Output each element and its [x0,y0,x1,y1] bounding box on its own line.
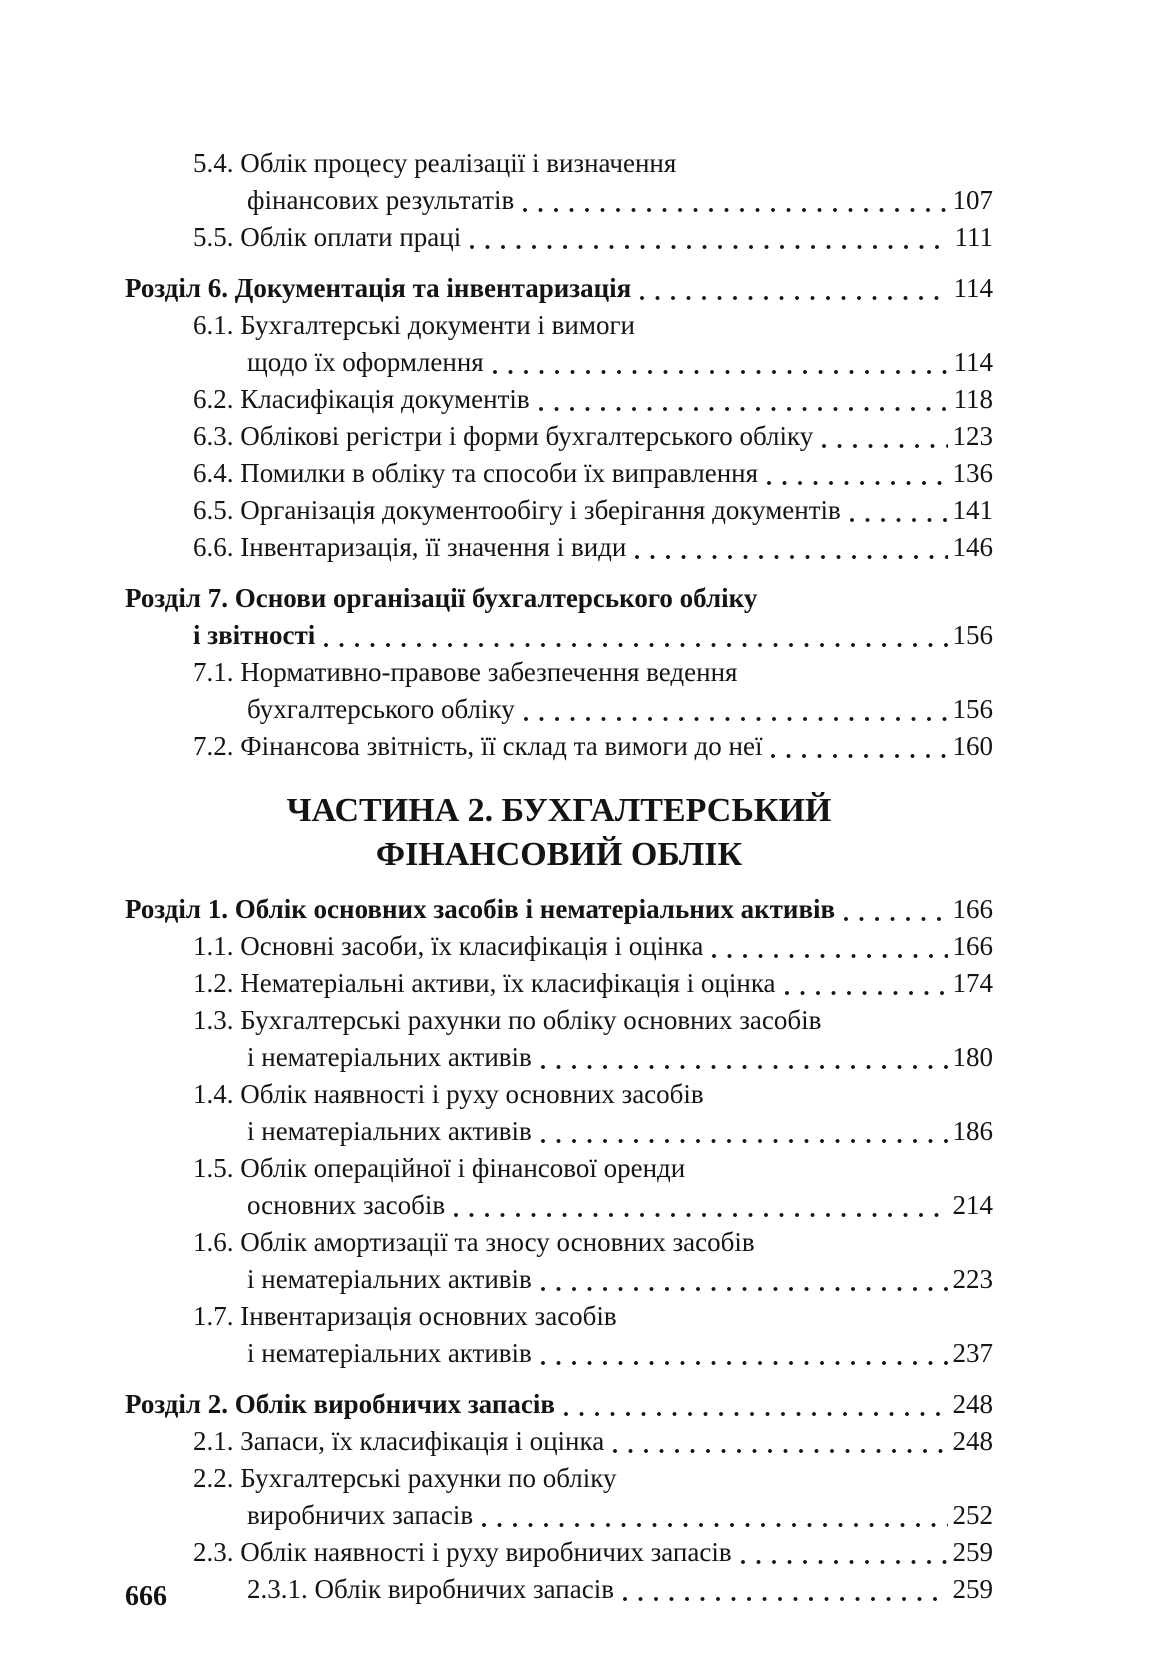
toc-entry [125,1002,993,1076]
dot-leader [778,965,951,1002]
toc-entry-line [125,1335,993,1372]
toc-page-number: 180 [952,1042,993,1072]
toc-page-number: 141 [952,495,993,525]
toc-entry [125,418,993,455]
dot-leader [486,344,952,381]
toc-entry-line [125,1497,993,1534]
toc-entry-line [125,145,993,182]
toc-entry-text: 6.5. Організація документообігу і зберігання документів [193,495,841,525]
toc-entry-line [125,1571,993,1608]
toc-page-number: 223 [952,1264,993,1294]
toc-entry-line [125,1150,993,1187]
toc-entry-text: 7.2. Фінансова звітність, її склад та вимоги до неї [193,731,763,761]
toc-entry [125,1224,993,1298]
toc-entry-text: 2.1. Запаси, їх класифікація і оцінка [193,1426,605,1456]
toc-page-number: 156 [952,694,993,724]
toc-entry-text: 2.2. Бухгалтерські рахунки по обліку [193,1463,617,1493]
part-heading-line [125,833,993,877]
toc-entry-text: Розділ 7. Основи організації бухгалтерського обліку [125,583,758,613]
dot-leader [447,1187,950,1224]
toc-entry-text: і нематеріальних активів [247,1116,532,1146]
toc-entry-text: фінансових результатів [247,185,515,215]
toc-entry-text: і нематеріальних активів [247,1042,532,1072]
toc-entry [125,1571,993,1608]
toc-entry-text: 1.7. Інвентаризація основних засобів [193,1301,617,1331]
toc-page-number: 214 [952,1190,993,1220]
toc-entry [125,1076,993,1150]
toc-entry [125,891,993,928]
dot-leader [764,728,950,765]
toc-entry-line [125,1460,993,1497]
toc-entry-text: виробничих запасів [247,1500,474,1530]
toc-entry-line [125,891,993,928]
toc-entry [125,580,993,654]
toc-page-number: 166 [952,894,993,924]
dot-leader [843,492,951,529]
toc-entry-text: щодо їх оформлення [247,347,484,377]
toc-entry-line [125,270,993,307]
toc-entry-line [125,1113,993,1150]
toc-page-number: 174 [952,968,993,998]
toc-entry-line [125,1187,993,1224]
toc-entry-line [125,580,993,617]
toc-entry [125,965,993,1002]
toc-entry-line [125,455,993,492]
toc-entry-line [125,307,993,344]
dot-leader [606,1423,950,1460]
toc-entry-line [125,617,993,654]
toc-entry-text: і нематеріальних активів [247,1338,532,1368]
toc-page-number: 156 [952,620,993,650]
toc-entry-text: основних засобів [247,1190,446,1220]
dot-leader [760,455,950,492]
dot-leader [516,182,950,219]
part-heading-text: ЧАСТИНА 2. БУХГАЛТЕРСЬКИЙ [286,792,832,829]
toc-entry [125,492,993,529]
toc-entry-text: 6.1. Бухгалтерські документи і вимоги [193,310,635,340]
toc-entry-text: 1.2. Нематеріальні активи, їх класифікація і оцінка [193,968,776,998]
toc-entry-text: 1.5. Облік операційної і фінансової оренди [193,1153,686,1183]
toc-page-number: 166 [952,931,993,961]
toc-entry-text: Розділ 1. Облік основних засобів і нематеріальних активів [125,894,836,924]
toc-entry-text: 6.2. Класифікація документів [193,384,530,414]
toc-entry [125,455,993,492]
toc-page-number: 111 [954,222,993,252]
part-heading-text: ФІНАНСОВИЙ ОБЛІК [375,836,743,873]
toc-entry-line [125,654,993,691]
toc-entry-line [125,1423,993,1460]
toc-entry [125,529,993,566]
toc-entry [125,1150,993,1224]
part-heading [125,789,993,877]
folio-page-number: 666 [125,1581,167,1612]
toc-entry-line [125,182,993,219]
toc-entry-line [125,1002,993,1039]
toc-page-number: 237 [952,1338,993,1368]
toc-entry-line [125,492,993,529]
toc-entry-text: 1.1. Основні засоби, їх класифікація і оцінка [193,931,704,961]
toc-entry-line [125,1298,993,1335]
toc-page-number: 252 [952,1500,993,1530]
toc-entry [125,1423,993,1460]
toc-entry-text: 5.4. Облік процесу реалізації і визначення [193,148,677,178]
toc-page-number: 248 [952,1389,993,1419]
toc-entry [125,307,993,381]
dot-leader [734,1534,951,1571]
dot-leader [633,270,951,307]
toc-entry-line [125,1039,993,1076]
toc-entry-line [125,691,993,728]
toc-page-number: 136 [952,458,993,488]
toc-page-number: 114 [953,347,993,377]
toc-page-number: 118 [953,384,993,414]
toc-entry-text: 5.5. Облік оплати праці [193,222,462,252]
table-of-contents [125,145,993,1608]
toc-entry-text: і нематеріальних активів [247,1264,532,1294]
toc-entry-text: бухгалтерського обліку [247,694,515,724]
dot-leader [317,617,950,654]
toc-page-number: 259 [952,1537,993,1567]
toc-entry-text: і звітності [193,620,316,650]
toc-entry-line [125,1076,993,1113]
toc-entry-line [125,1261,993,1298]
dot-leader [463,219,952,256]
toc-entry-text: 7.1. Нормативно-правове забезпечення ведення [193,657,738,687]
toc-entry-line [125,344,993,381]
toc-entry-line [125,529,993,566]
dot-leader [534,1113,951,1150]
toc-page-number: 114 [953,273,993,303]
toc-entry [125,1298,993,1372]
toc-entry-line [125,418,993,455]
toc-entry-line [125,1386,993,1423]
toc-entry [125,270,993,307]
toc-entry-text: Розділ 6. Документація та інвентаризація [125,273,632,303]
part-heading-line [125,789,993,833]
toc-entry [125,654,993,728]
dot-leader [815,418,950,455]
toc-entry-line [125,219,993,256]
toc-entry-text: 2.3.1. Облік виробничих запасів [247,1574,614,1604]
toc-entry [125,728,993,765]
dot-leader [616,1571,951,1608]
toc-entry-text: 6.4. Помилки в обліку та способи їх виправлення [193,458,759,488]
toc-entry [125,145,993,219]
dot-leader [532,381,952,418]
toc-entry-line [125,728,993,765]
toc-entry-text: 2.3. Облік наявності і руху виробничих запасів [193,1537,732,1567]
toc-page-number: 248 [952,1426,993,1456]
dot-leader [705,928,950,965]
toc-page-number: 160 [952,731,993,761]
toc-entry [125,1534,993,1571]
toc-entry-line [125,381,993,418]
toc-page-number: 146 [952,532,993,562]
toc-entry-text: 6.3. Облікові регістри і форми бухгалтерського обліку [193,421,814,451]
dot-leader [475,1497,950,1534]
toc-page-number: 123 [952,421,993,451]
dot-leader [534,1261,951,1298]
dot-leader [534,1039,951,1076]
dot-leader [628,529,950,566]
toc-entry [125,219,993,256]
toc-entry-text: 1.6. Облік амортизації та зносу основних засобів [193,1227,755,1257]
toc-page-number: 186 [952,1116,993,1146]
toc-entry [125,381,993,418]
toc-entry-text: 1.4. Облік наявності і руху основних засобів [193,1079,704,1109]
toc-entry-line [125,1224,993,1261]
toc-entry-text: 1.3. Бухгалтерські рахунки по обліку основних засобів [193,1005,822,1035]
toc-entry [125,1460,993,1534]
toc-entry-text: 6.6. Інвентаризація, її значення і види [193,532,627,562]
toc-entry-line [125,965,993,1002]
toc-entry-line [125,928,993,965]
toc-entry [125,1386,993,1423]
toc-entry [125,928,993,965]
dot-leader [534,1335,951,1372]
dot-leader [557,1386,951,1423]
dot-leader [517,691,951,728]
toc-entry-line [125,1534,993,1571]
toc-page-number: 107 [952,185,993,215]
toc-entry-text: Розділ 2. Облік виробничих запасів [125,1389,555,1419]
dot-leader [837,891,950,928]
toc-page-number: 259 [952,1574,993,1604]
